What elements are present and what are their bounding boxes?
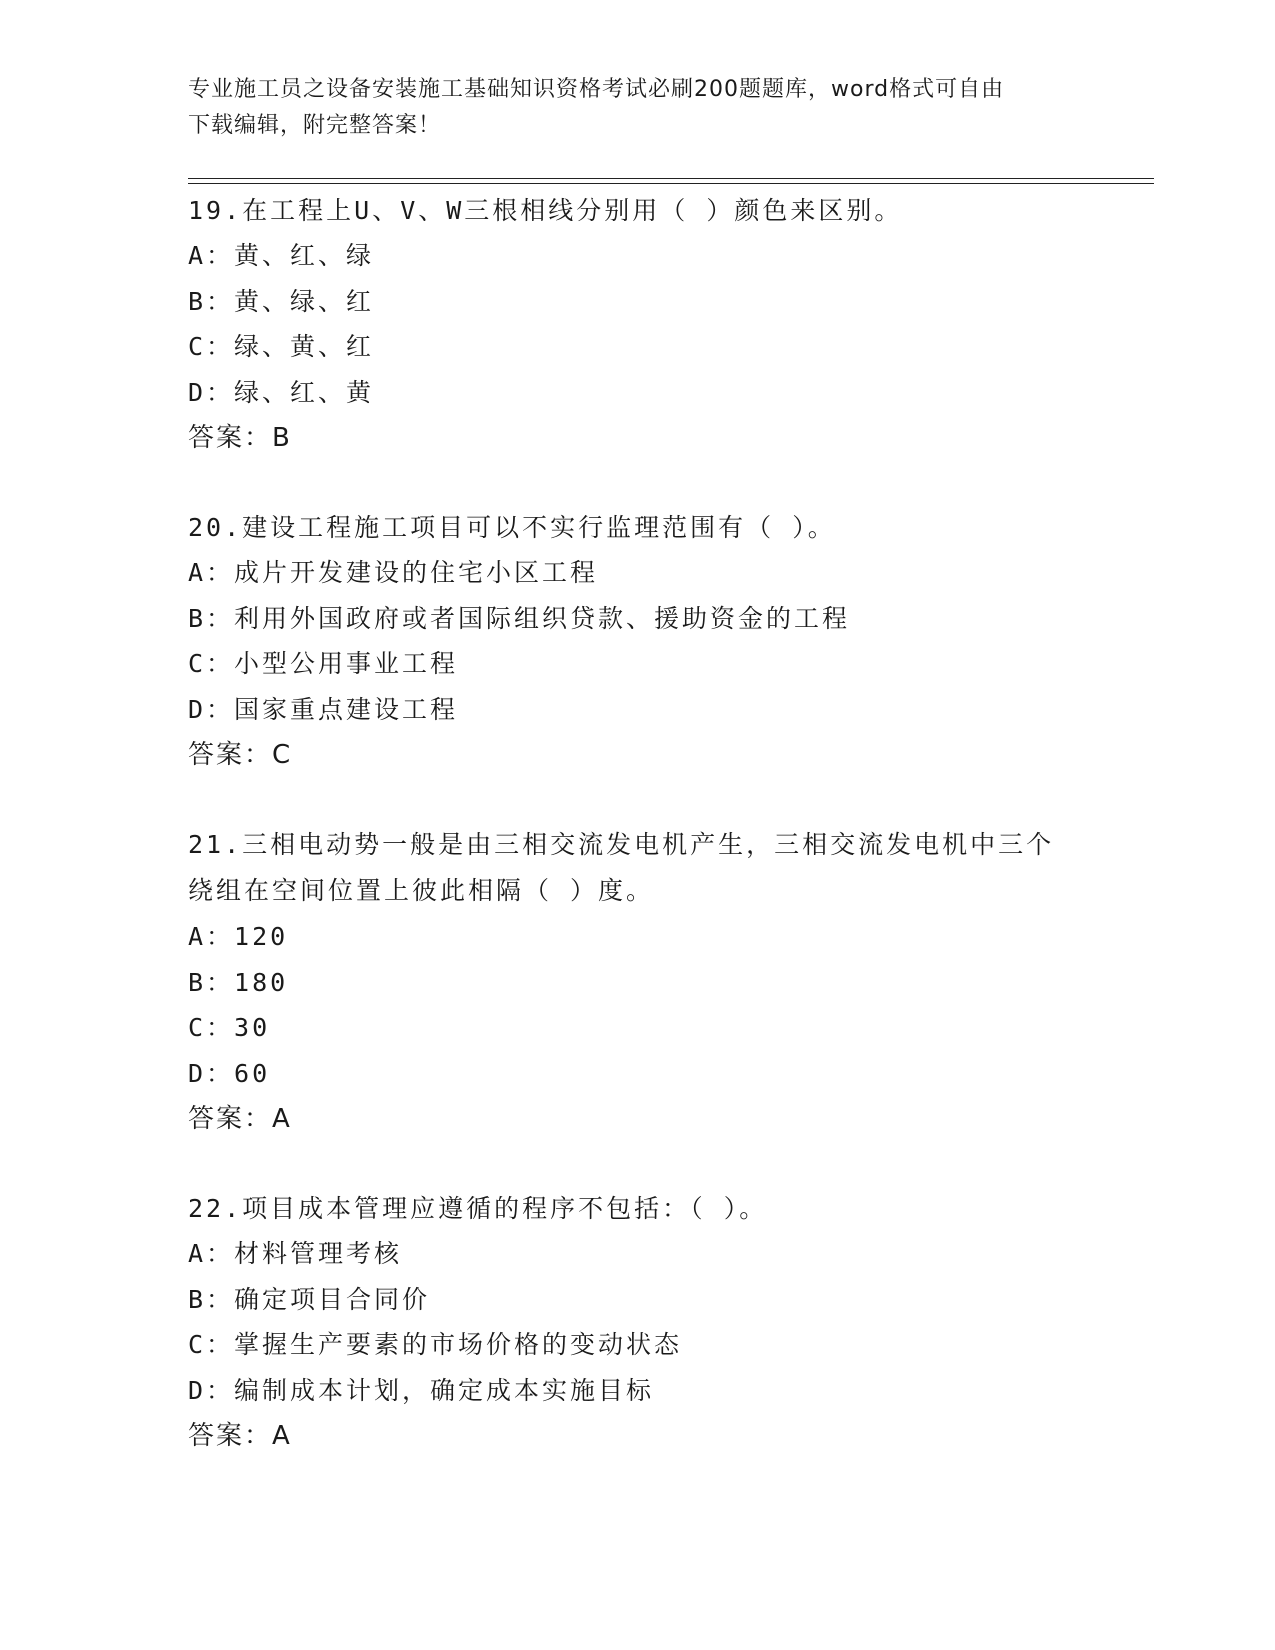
option-c: C：绿、黄、红 (188, 332, 375, 361)
header-divider-top (188, 178, 1154, 179)
question-spacer (188, 1142, 1148, 1186)
question-title-line-2: 绕组在空间位置上彼此相隔（ ）度。 (188, 876, 655, 905)
option-d: D：60 (188, 1058, 271, 1088)
question-title-line-1: 21.三相电动势一般是由三相交流发电机产生，三相交流发电机中三个 (188, 830, 1055, 859)
answer-value: C (272, 740, 293, 770)
question-item (188, 505, 1148, 778)
option-d: D：编制成本计划，确定成本实施目标 (188, 1375, 655, 1405)
answer-label: 答案： (188, 1421, 273, 1451)
answer-line (188, 415, 1148, 461)
answer-line (188, 1096, 1148, 1142)
option-a: A：材料管理考核 (188, 1239, 403, 1268)
option-c: C：掌握生产要素的市场价格的变动状态 (188, 1330, 683, 1359)
question-title: 20.建设工程施工项目可以不实行监理范围有（ ）。 (188, 513, 836, 542)
header-divider-bottom (188, 183, 1154, 184)
option-d: D：国家重点建设工程 (188, 694, 459, 724)
option-c: C：小型公用事业工程 (188, 649, 459, 678)
answer-value: A (272, 1421, 292, 1451)
question-title: 19.在工程上U、V、W三根相线分别用（ ）颜色来区别。 (188, 196, 903, 225)
header-line-2: 下载编辑，附完整答案！ (188, 113, 442, 138)
question-item (188, 822, 1148, 1142)
option-d: D：绿、红、黄 (188, 377, 375, 407)
question-item (188, 188, 1148, 461)
question-list (188, 188, 1148, 1459)
option-b: B：确定项目合同价 (188, 1284, 431, 1314)
option-c: C：30 (188, 1013, 271, 1042)
option-a: A：120 (188, 922, 289, 951)
answer-label: 答案： (188, 740, 273, 770)
answer-line (188, 732, 1148, 778)
answer-label: 答案： (188, 1104, 273, 1134)
option-b: B：利用外国政府或者国际组织贷款、援助资金的工程 (188, 603, 851, 633)
option-a: A：黄、红、绿 (188, 241, 375, 270)
question-spacer (188, 461, 1148, 505)
question-item (188, 1186, 1148, 1459)
option-b: B：180 (188, 967, 289, 997)
answer-value: B (272, 423, 292, 453)
answer-value: A (272, 1104, 292, 1134)
answer-line (188, 1413, 1148, 1459)
header-line-1: 专业施工员之设备安装施工基础知识资格考试必刷200题题库，word格式可自由 (188, 77, 1005, 102)
option-b: B：黄、绿、红 (188, 286, 375, 316)
answer-label: 答案： (188, 423, 273, 453)
option-a: A：成片开发建设的住宅小区工程 (188, 558, 599, 587)
question-spacer (188, 778, 1148, 822)
question-title: 22.项目成本管理应遵循的程序不包括：（ ）。 (188, 1194, 768, 1223)
document-header (188, 72, 1088, 144)
